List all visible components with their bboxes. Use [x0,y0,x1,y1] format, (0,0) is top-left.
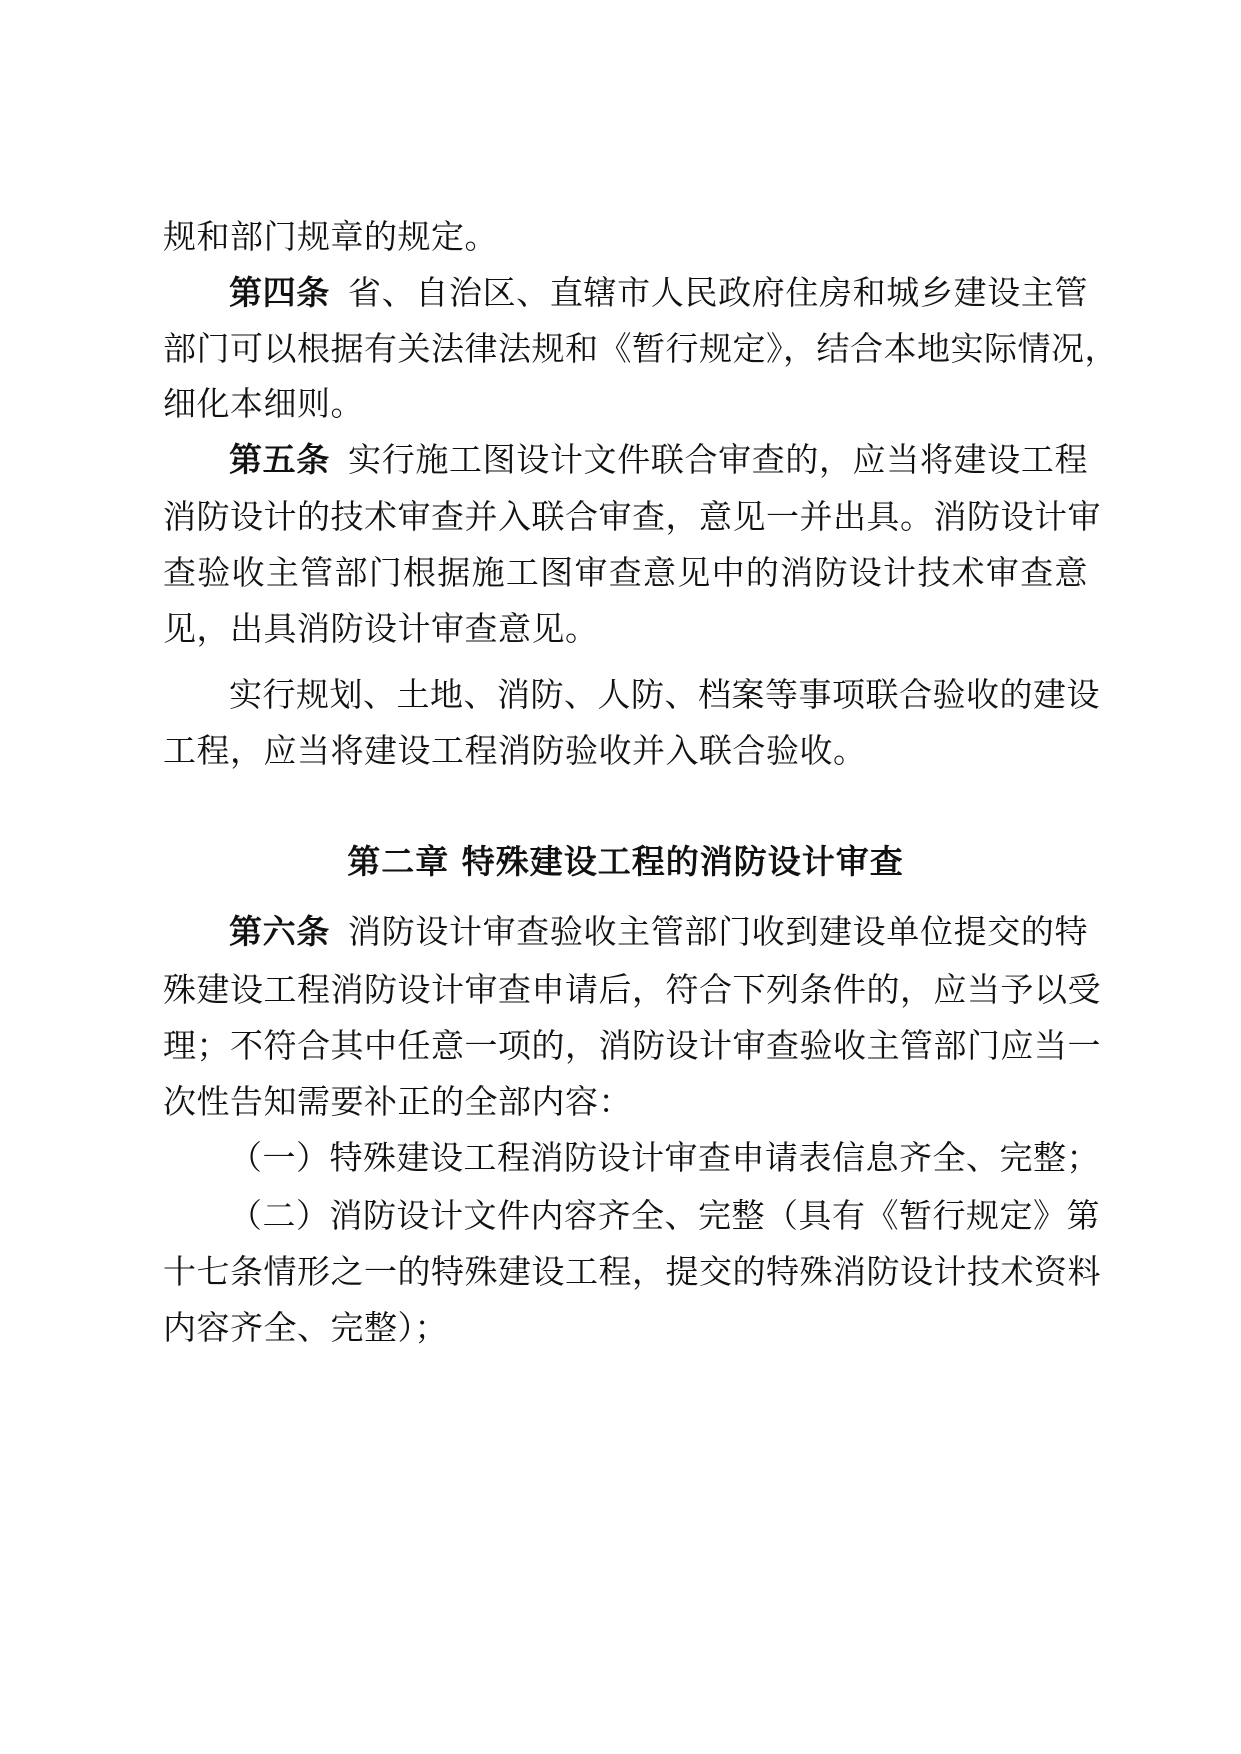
article-4-line-1 [163,273,1088,313]
article-5-line-1 [163,440,1088,480]
article-4-line-2: 部门可以根据有关法律法规和《暂行规定》，结合本地实际情况， [163,329,1118,368]
article-6-item-2-line-1: （二）消防设计文件内容齐全、完整（具有《暂行规定》第 [229,1196,1100,1235]
paragraph-continuation: 规和部门规章的规定。 [163,217,498,256]
article-4-text-1: 省、自治区、直辖市人民政府住房和城乡建设主管 [347,273,1089,312]
article-6-item-1: （一）特殊建设工程消防设计审查申请表信息齐全、完整； [229,1138,1100,1177]
article-6-label: 第六条 [229,912,330,951]
article-5-line-3: 查验收主管部门根据施工图审查意见中的消防设计技术审查意 [163,553,1088,592]
article-4-line-3: 细化本细则。 [163,384,364,423]
article-6-text-1: 消防设计审查验收主管部门收到建设单位提交的特 [347,912,1089,951]
article-5-para-2-line-2: 工程，应当将建设工程消防验收并入联合验收。 [163,731,867,770]
article-5-label: 第五条 [229,440,330,479]
article-6-line-2: 殊建设工程消防设计审查申请后，符合下列条件的，应当予以受 [163,970,1101,1009]
article-4-label: 第四条 [229,273,330,312]
article-6-line-1 [163,912,1088,952]
article-5-line-4: 见，出具消防设计审查意见。 [163,609,599,648]
chapter-2-heading: 第二章 特殊建设工程的消防设计审查 [347,842,904,881]
article-5-text-1: 实行施工图设计文件联合审查的，应当将建设工程 [347,440,1089,479]
article-6-line-3: 理；不符合其中任意一项的，消防设计审查验收主管部门应当一 [163,1026,1101,1065]
article-5-line-2: 消防设计的技术审查并入联合审查，意见一并出具。消防设计审 [163,497,1101,536]
article-5-para-2-line-1: 实行规划、土地、消防、人防、档案等事项联合验收的建设 [229,675,1100,714]
article-6-item-2-line-3: 内容齐全、完整）； [163,1308,448,1347]
article-6-item-2-line-2: 十七条情形之一的特殊建设工程，提交的特殊消防设计技术资料 [163,1252,1101,1291]
article-6-line-4: 次性告知需要补正的全部内容： [163,1082,632,1121]
